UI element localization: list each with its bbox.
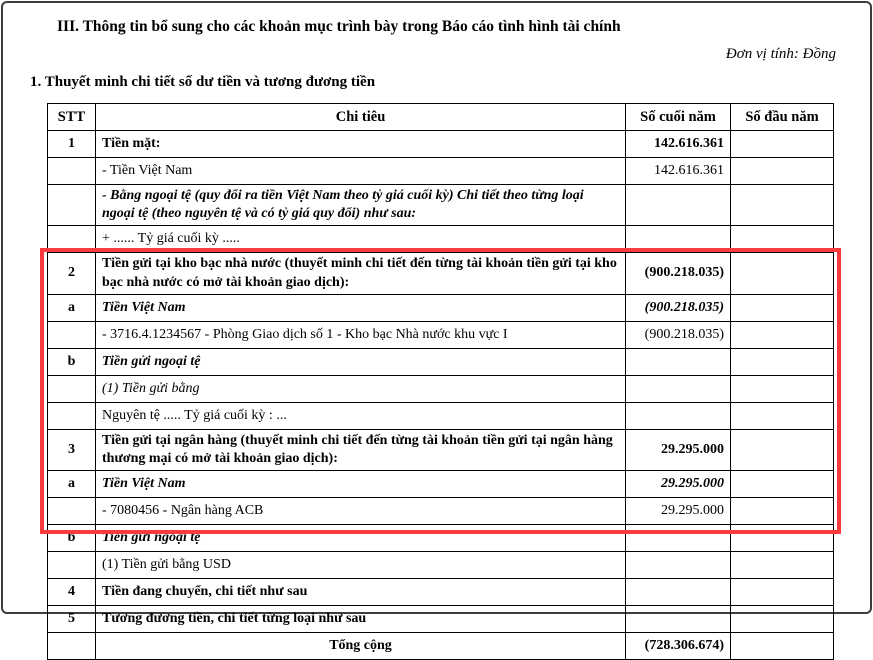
label-cell: - 3716.4.1234567 - Phòng Giao dịch số 1 - Kho bạc Nhà nước khu vực I (96, 321, 626, 348)
currency-unit-note: Đơn vị tính: Đồng (725, 46, 836, 62)
stt-cell (48, 552, 96, 579)
stt-cell (48, 226, 96, 253)
start-balance-cell (731, 402, 834, 429)
table-body (48, 131, 834, 660)
table-header-row (48, 104, 834, 131)
end-balance-cell: (900.218.035) (626, 321, 731, 348)
start-balance-cell (731, 185, 834, 226)
end-balance-cell (626, 348, 731, 375)
stt-cell: 2 (48, 253, 96, 294)
stt-cell: 5 (48, 606, 96, 633)
table-row (48, 321, 834, 348)
start-balance-cell (731, 633, 834, 660)
stt-cell (48, 402, 96, 429)
label-cell: Tiền gửi ngoại tệ (96, 348, 626, 375)
end-balance-cell: 142.616.361 (626, 131, 731, 158)
end-balance-cell (626, 185, 731, 226)
table-row (48, 606, 834, 633)
table-row (48, 552, 834, 579)
start-balance-cell (731, 375, 834, 402)
end-balance-cell (626, 579, 731, 606)
start-balance-cell (731, 158, 834, 185)
end-balance-cell: 29.295.000 (626, 429, 731, 470)
label-cell: Nguyên tệ ..... Tỷ giá cuối kỳ : ... (96, 402, 626, 429)
stt-cell: b (48, 348, 96, 375)
label-cell: + ...... Tỷ giá cuối kỳ ..... (96, 226, 626, 253)
label-cell: - 7080456 - Ngân hàng ACB (96, 498, 626, 525)
label-cell: - Tiền Việt Nam (96, 158, 626, 185)
table-row (48, 131, 834, 158)
label-cell: Tương đương tiền, chi tiết từng loại như sau (96, 606, 626, 633)
stt-cell: a (48, 294, 96, 321)
end-balance-cell (626, 375, 731, 402)
end-balance-cell (626, 606, 731, 633)
stt-cell (48, 498, 96, 525)
table-row (48, 633, 834, 660)
end-balance-cell: 29.295.000 (626, 471, 731, 498)
stt-cell (48, 321, 96, 348)
column-header-2: Số cuối năm (626, 104, 731, 131)
start-balance-cell (731, 525, 834, 552)
label-cell: Tiền Việt Nam (96, 471, 626, 498)
start-balance-cell (731, 294, 834, 321)
stt-cell: a (48, 471, 96, 498)
start-balance-cell (731, 253, 834, 294)
label-cell: (1) Tiền gửi bằng (96, 375, 626, 402)
end-balance-cell: (900.218.035) (626, 294, 731, 321)
label-cell: Tiền gửi tại kho bạc nhà nước (thuyết minh chi tiết đến từng tài khoản tiền gửi tại kho bạc nhà nước có mở tài khoản giao dịch): (96, 253, 626, 294)
table-row (48, 471, 834, 498)
start-balance-cell (731, 348, 834, 375)
start-balance-cell (731, 498, 834, 525)
table-row (48, 429, 834, 470)
table-row (48, 579, 834, 606)
label-cell: Tiền mặt: (96, 131, 626, 158)
start-balance-cell (731, 131, 834, 158)
end-balance-cell (626, 226, 731, 253)
label-cell: (1) Tiền gửi bằng USD (96, 552, 626, 579)
stt-cell: 1 (48, 131, 96, 158)
stt-cell: 3 (48, 429, 96, 470)
end-balance-cell: (728.306.674) (626, 633, 731, 660)
table-row (48, 525, 834, 552)
start-balance-cell (731, 321, 834, 348)
stt-cell (48, 375, 96, 402)
column-header-1: Chi tiêu (96, 104, 626, 131)
start-balance-cell (731, 606, 834, 633)
start-balance-cell (731, 429, 834, 470)
table-row (48, 185, 834, 226)
cash-details-table (47, 103, 834, 660)
stt-cell (48, 185, 96, 226)
end-balance-cell (626, 402, 731, 429)
label-cell: Tiền đang chuyển, chi tiết như sau (96, 579, 626, 606)
table-row (48, 226, 834, 253)
table-row (48, 375, 834, 402)
stt-cell (48, 158, 96, 185)
label-cell: Tiền gửi ngoại tệ (96, 525, 626, 552)
stt-cell: b (48, 525, 96, 552)
end-balance-cell: 142.616.361 (626, 158, 731, 185)
start-balance-cell (731, 226, 834, 253)
table-row (48, 158, 834, 185)
end-balance-cell (626, 525, 731, 552)
label-cell: Tổng cộng (96, 633, 626, 660)
label-cell: - Bằng ngoại tệ (quy đổi ra tiền Việt Nam theo tỷ giá cuối kỳ) Chi tiết theo từng loại ngoại tệ (theo nguyên tệ và có tỷ giá quy đổi) như sau: (96, 185, 626, 226)
label-cell: Tiền gửi tại ngân hàng (thuyết minh chi tiết đến từng tài khoản tiền gửi tại ngân hàng thương mại có mở tài khoản giao dịch): (96, 429, 626, 470)
stt-cell: 4 (48, 579, 96, 606)
stt-cell (48, 633, 96, 660)
table-row (48, 348, 834, 375)
column-header-0: STT (48, 104, 96, 131)
end-balance-cell (626, 552, 731, 579)
table-row (48, 294, 834, 321)
column-header-3: Số đầu năm (731, 104, 834, 131)
start-balance-cell (731, 552, 834, 579)
section-title: III. Thông tin bổ sung cho các khoản mục trình bày trong Báo cáo tình hình tài chính (57, 18, 621, 35)
table-title: 1. Thuyết minh chi tiết số dư tiền và tương đương tiền (30, 74, 376, 90)
start-balance-cell (731, 579, 834, 606)
table-row (48, 498, 834, 525)
table-row (48, 253, 834, 294)
end-balance-cell: (900.218.035) (626, 253, 731, 294)
start-balance-cell (731, 471, 834, 498)
table-row (48, 402, 834, 429)
label-cell: Tiền Việt Nam (96, 294, 626, 321)
end-balance-cell: 29.295.000 (626, 498, 731, 525)
